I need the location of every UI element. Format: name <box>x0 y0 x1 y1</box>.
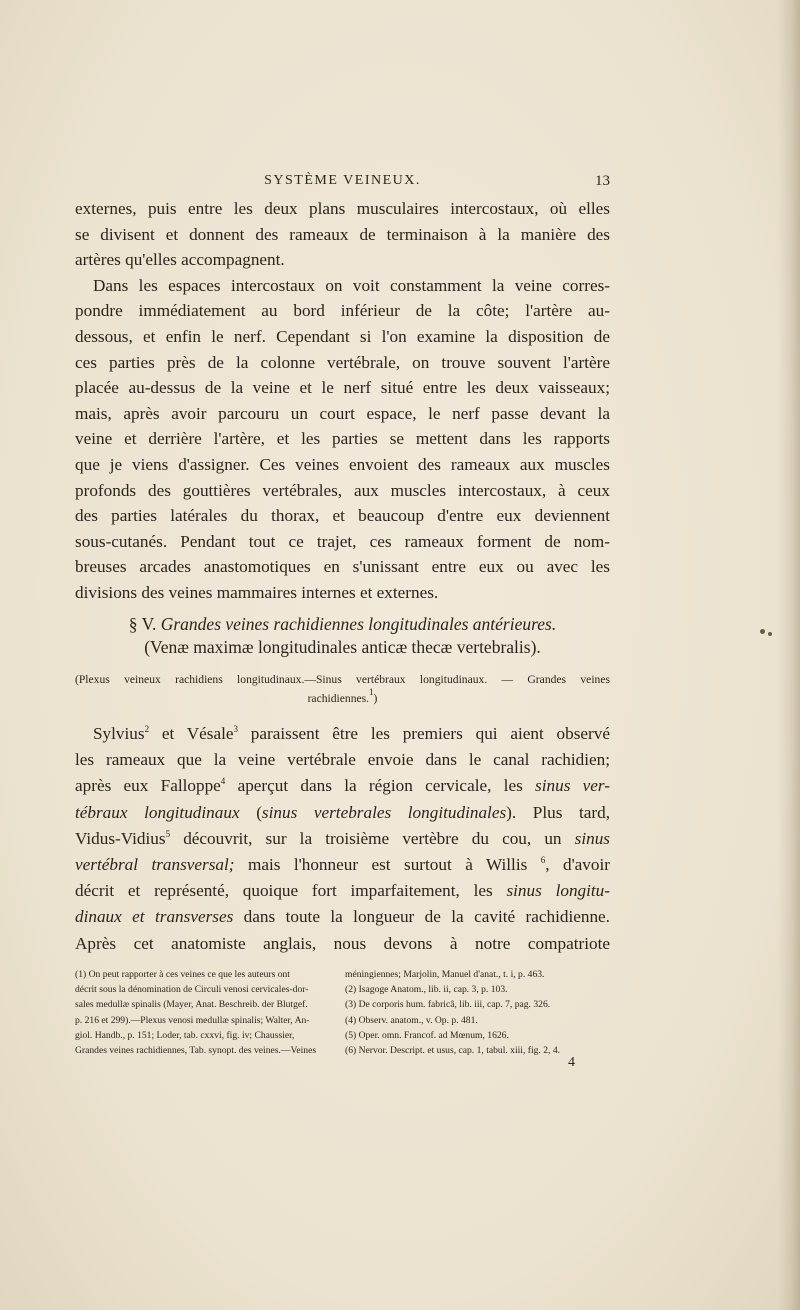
footnote-line: méningiennes; Marjolin, Manuel d'anat., t. i, p. 463. <box>345 969 545 980</box>
text-line: Après cet anatomiste anglais, nous devons à notre compatriote <box>75 933 610 953</box>
footnote-ref: 6 <box>540 854 546 865</box>
page-number: 13 <box>595 173 610 189</box>
text-line <box>75 904 610 930</box>
section-mark: § V. <box>128 614 157 634</box>
section-latin-name: (Venæ maximæ longitudinales anticæ thecæ vertebralis). <box>144 637 541 657</box>
footnote-line: p. 216 et 299).—Plexus venosi medullæ spinalis; Walter, An- <box>75 1014 310 1026</box>
footnote-ref: 4 <box>220 776 226 787</box>
text-line: mais, après avoir parcouru un court espace, le nerf passe devant la <box>75 403 610 423</box>
footnote-line: (4) Observ. anatom., v. Op. p. 481. <box>345 1014 478 1026</box>
text-run: paraissent être les premiers qui aient observé <box>238 724 610 743</box>
signature-mark: 4 <box>568 1055 575 1070</box>
text-line <box>75 852 610 878</box>
text-run: Vidus-Vidius <box>75 828 166 848</box>
text-line <box>75 773 610 799</box>
italic-run: tébraux longitudinaux <box>75 802 240 822</box>
footnotes-right-column <box>345 967 610 1058</box>
foxing-spot <box>760 629 765 634</box>
footnote-ref: 3 <box>233 724 239 734</box>
text-run: et Vésale <box>149 724 234 743</box>
footnotes <box>75 967 610 1057</box>
text-line: Dans les espaces intercostaux on voit constamment la veine corres- <box>93 275 610 295</box>
text-line: les rameaux que la veine vertébrale envoie dans le canal rachidien; <box>75 750 610 770</box>
footnotes-left-column <box>75 967 340 1058</box>
section-heading <box>75 611 610 637</box>
text-run: dans toute la longueur de la cavité rachidienne. <box>233 907 610 927</box>
text-run: après eux Falloppe <box>75 776 221 796</box>
text-line <box>75 721 610 747</box>
footnote-line: (1) On peut rapporter à ces veines ce que les auteurs ont <box>75 969 290 980</box>
text-line <box>75 800 610 826</box>
italic-run: vertébral transversal; <box>75 854 235 874</box>
italic-run: sinus longitu- <box>506 881 610 901</box>
footnote-line: Grandes veines rachidiennes, Tab. synopt. des veines.—Veines <box>75 1045 317 1057</box>
foxing-spot <box>768 632 772 636</box>
text-line: externes, puis entre les deux plans musculaires intercostaux, où elles <box>75 199 610 218</box>
text-run: ). Plus tard, <box>506 802 610 822</box>
text-run: découvrit, sur la troisième vertèbre du cou, un <box>170 828 575 848</box>
text-line: pondre immédiatement au bord inférieur de la côte; l'artère au- <box>75 301 610 321</box>
footnote-line: (5) Oper. omn. Francof. ad Mœnum, 1626. <box>345 1029 509 1041</box>
text-line: placée au-dessus de la veine et le nerf situé entre les deux vaisseaux; <box>75 378 610 398</box>
text-line: breuses arcades anastomotiques en s'unissant entre eux ou avec les <box>75 557 610 577</box>
footnote-line: sales medullæ spinalis (Mayer, Anat. Beschreib. der Blutgef. <box>75 999 308 1011</box>
text-line: divisions des veines mammaires internes et externes. <box>75 582 439 602</box>
footnote-line: (3) De corporis hum. fabricâ, lib. iii, cap. 7, pag. 326. <box>345 999 551 1011</box>
synonyms-text: rachidiennes. <box>307 692 370 705</box>
body-text-upper <box>75 196 610 606</box>
text-line: veine et derrière l'artère, et les parties se mettent dans les rapports <box>75 429 610 449</box>
synonyms-close: ) <box>373 692 378 705</box>
footnote-line: giol. Handb., p. 151; Loder, tab. cxxvi, fig. iv; Chaussier, <box>75 1029 295 1041</box>
running-head: SYSTÈME VEINEUX. <box>264 173 421 188</box>
page-edge-shadow <box>778 0 800 1310</box>
text-run: aperçut dans la région cervicale, les <box>225 776 536 796</box>
text-line: que je viens d'assigner. Ces veines envoient des rameaux aux muscles <box>75 454 610 474</box>
text-line <box>75 826 610 852</box>
text-line: ces parties près de la colonne vertébrale, on trouve souvent l'artère <box>75 352 610 372</box>
footnote-line: (6) Nervor. Descript. et usus, cap. 1, tabul. xiii, fig. 2, 4. <box>345 1045 561 1057</box>
synonyms-line: (Plexus veineux rachidiens longitudinaux.—Sinus vertébraux longitudinaux. — Grandes veines <box>75 673 610 686</box>
text-line: dessous, et enfin le nerf. Cependant si l'on examine la disposition de <box>75 326 610 346</box>
text-line: profonds des gouttières vertébrales, aux muscles intercostaux, à ceux <box>75 480 610 500</box>
synonyms-note <box>75 670 610 708</box>
text-run: mais l'honneur est surtout à Willis <box>234 854 541 874</box>
footnote-ref: 2 <box>144 724 150 734</box>
footnote-line: décrit sous la dénomination de Circuli venosi cervicales-dor- <box>75 984 309 996</box>
text-line: sous-cutanés. Pendant tout ce trajet, ces rameaux forment de nom- <box>75 531 610 551</box>
footnote-ref: 1 <box>369 687 374 697</box>
footnote-line: (2) Isagoge Anatom., lib. ii, cap. 3, p. 103. <box>345 984 508 996</box>
text-line: artères qu'elles accompagnent. <box>75 250 285 270</box>
italic-run: dinaux et transverses <box>75 907 234 927</box>
italic-run: sinus vertebrales longitudinales <box>261 802 507 822</box>
page-header <box>75 173 610 195</box>
text-run: , d'avoir <box>545 854 610 874</box>
text-run: ( <box>239 802 262 822</box>
section-title: Grandes veines rachidiennes longitudinales antérieures. <box>160 614 557 634</box>
text-line: se divisent et donnent des rameaux de terminaison à la manière des <box>75 224 610 244</box>
text-run: décrit et représenté, quoique fort imparfaitement, les <box>75 881 507 901</box>
body-text-lower <box>75 721 610 957</box>
text-line: des parties latérales du thorax, et beaucoup d'entre eux deviennent <box>75 506 610 526</box>
italic-run: sinus <box>574 828 610 848</box>
footnote-ref: 5 <box>165 828 171 839</box>
text-line <box>75 878 610 904</box>
synonyms-line-2 <box>75 689 610 708</box>
italic-run: sinus ver- <box>535 776 610 796</box>
text-run: Sylvius <box>93 724 145 743</box>
